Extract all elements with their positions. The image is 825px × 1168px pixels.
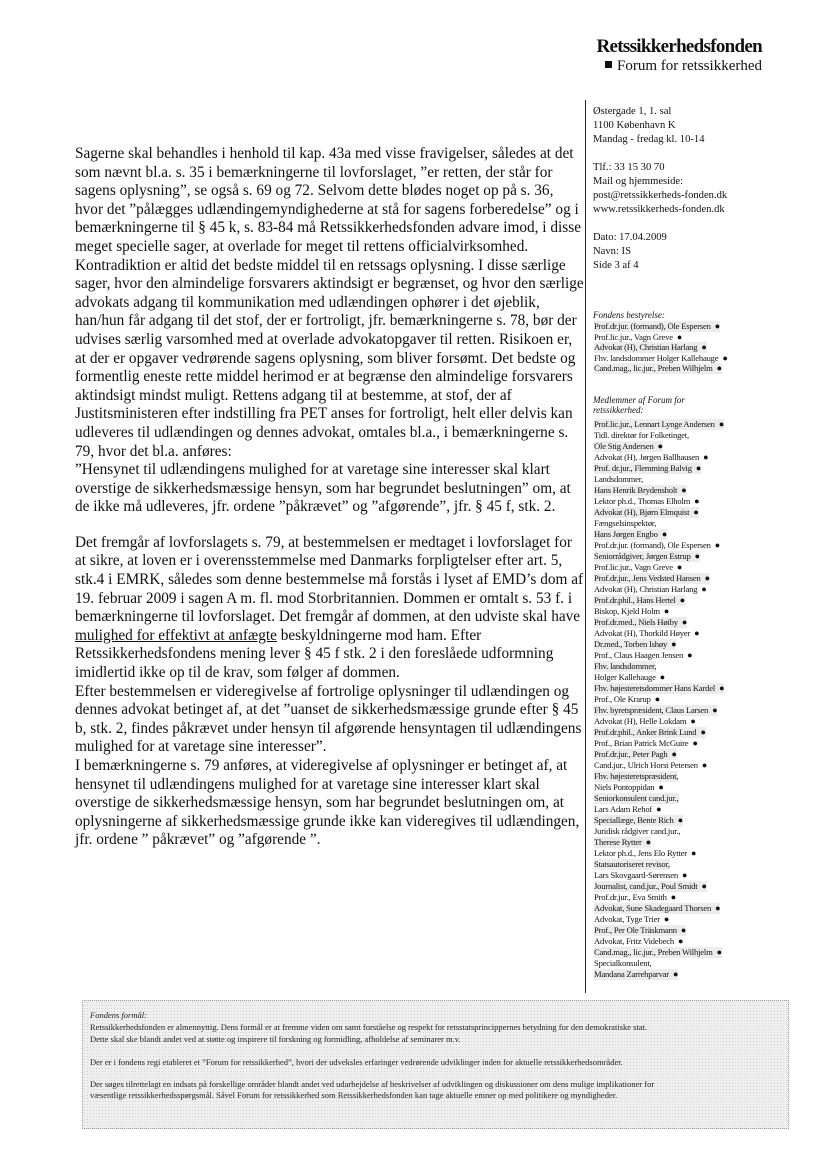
- document-date: Dato: 17.04.2009: [593, 232, 667, 243]
- organization-title: Retssikkerhedsfonden: [596, 36, 762, 57]
- forum-member: [594, 606, 669, 617]
- member-name: Landsdommer,: [594, 474, 644, 484]
- member-name: Seniorkonsulent cand.jur.,: [594, 793, 679, 803]
- bullet-icon: ●: [657, 672, 666, 682]
- member-name: Hans Jørgen Engbo: [594, 529, 658, 539]
- member-name: Prof.lic.jur., Lennart Lynge Andersen: [594, 419, 715, 429]
- bullet-icon: ●: [668, 892, 677, 902]
- member-name: Prof.dr.phil., Hans Hertel: [594, 595, 676, 605]
- member-name: Prof.lic.jur., Vagn Greve: [594, 331, 673, 342]
- forum-member: [594, 628, 699, 639]
- bullet-icon: ●: [670, 969, 679, 979]
- member-name: Prof., Ole Krarup: [594, 694, 651, 704]
- organization-subtitle: [588, 58, 762, 75]
- paragraph-3-start: Det fremgår af lovforslagets s. 79, at bestemmelsen er medtaget i lovforslaget for at sikre, at loven er i overensstemmelse med Danmarks forpligtelser efter art. 5, stk.4 i EMRK, således som denne bestemmelse må forstås i lyset af EMD’s dom af 19. februar 2009 i sagen A m. fl. mod Storbritannien. Dommen er omtalt s. 53 f. i bemærkningerne til lovforslaget. Det fremgår af dommen, at den udviste skal have: [75, 533, 584, 626]
- author-name: Navn: IS: [593, 246, 631, 257]
- member-name: Lars Adam Rehof: [594, 804, 653, 814]
- forum-member: [594, 562, 682, 573]
- forum-member: [594, 903, 720, 914]
- member-name: Advokat (H), Jørgen Ballhausen: [594, 452, 700, 462]
- footer-heading: Fondens formål:: [90, 1010, 147, 1020]
- bullet-icon: ●: [712, 540, 720, 550]
- bullet-icon: ●: [656, 782, 664, 792]
- member-name: Advokat (H), Helle Lokdam: [594, 716, 687, 726]
- bullet-icon: ●: [674, 562, 683, 572]
- mail-label: Mail og hjemmeside:: [593, 176, 684, 187]
- bullet-icon: ●: [643, 837, 651, 847]
- member-name: Advokat, Sune Skadegaard Thorsen: [594, 903, 712, 913]
- bullet-icon: ●: [701, 452, 709, 462]
- forum-member: [594, 793, 679, 804]
- bullet-icon: ●: [717, 683, 725, 693]
- member-name: Specialkonsulent,: [594, 958, 652, 968]
- bullet-icon: ●: [688, 716, 696, 726]
- square-bullet-icon: [605, 61, 612, 68]
- board-member: [594, 321, 720, 332]
- footer-line-3: Der er i fondens regi etableret et ”Forum for retssikkerhed”, hvori der udveksles erfaringer vedrørende udviklinger inden for aktuelle retssikkerhedsområder.: [90, 1057, 623, 1067]
- email-address: post@retssikkerheds-fonden.dk: [593, 190, 728, 201]
- bullet-icon: ●: [720, 352, 728, 363]
- footer-line-4: Der søges tilrettelagt en indsats på forskellige områder blandt andet ved udarbejdelse af beskrivelser af udviklingen og diskussioner om dens mulige implikationer for: [90, 1079, 655, 1089]
- member-name: Prof. dr.jur., Flemming Balvig: [594, 463, 692, 473]
- member-name: Prof.dr.jur., Eva Smith: [594, 892, 667, 902]
- forum-member: [594, 507, 699, 518]
- forum-member: [594, 738, 698, 749]
- forum-member: [594, 485, 687, 496]
- subtitle-text: Forum for retssikkerhed: [617, 58, 762, 74]
- sidebar-divider: [585, 100, 586, 993]
- member-name: Journalist, cand.jur., Poul Smidt: [594, 881, 698, 891]
- bullet-icon: ●: [679, 870, 688, 880]
- forum-member: [594, 529, 667, 540]
- member-name: Biskop, Kjeld Holm: [594, 606, 660, 616]
- forum-heading-2: retssikkerhed:: [593, 405, 644, 415]
- forum-member: [594, 518, 656, 529]
- member-name: Prof.lic.jur., Vagn Greve: [594, 562, 673, 572]
- address-line-2: 1100 København K: [593, 120, 676, 131]
- forum-member: [594, 914, 669, 925]
- member-name: Advokat (H), Bjørn Elmquist: [594, 507, 690, 517]
- forum-member: [594, 826, 680, 837]
- member-name: Prof.dr.med., Niels Høiby: [594, 617, 678, 627]
- member-name: Prof.dr.jur., Peter Pagh: [594, 749, 668, 759]
- forum-member: [594, 573, 710, 584]
- forum-member: [594, 859, 670, 870]
- member-name: Cand.mag., lic.jur., Preben Wilhjelm: [594, 947, 713, 957]
- bullet-icon: ●: [678, 925, 687, 935]
- board-member: [594, 353, 728, 364]
- bullet-icon: ●: [692, 496, 700, 506]
- bullet-icon: ●: [654, 804, 662, 814]
- board-member: [594, 332, 682, 343]
- footer-line-5: væsentlige retssikkerhedsspørgsmål. Såvel Forum for retssikkerhed som Retssikkerhedsfonden kan tage aktuelle emner op med politikere og myndigheder.: [90, 1090, 618, 1100]
- member-name: Prof.dr.jur., Jens Vedsted Hansen: [594, 573, 701, 583]
- member-name: Prof.dr.jur. (formand), Ole Espersen: [594, 540, 711, 550]
- bullet-icon: ●: [669, 749, 677, 759]
- member-name: Dr.med., Torben Ishøy: [594, 639, 668, 649]
- paragraph-3: [75, 534, 585, 683]
- forum-member: [594, 925, 686, 936]
- forum-member: [594, 771, 678, 782]
- member-name: Advokat (H), Christian Harlang: [594, 584, 698, 594]
- forum-member: [594, 760, 707, 771]
- bullet-icon: ●: [679, 617, 688, 627]
- website: www.retssikkerheds-fonden.dk: [593, 204, 725, 215]
- member-name: Speciallæge, Bente Rich: [594, 815, 674, 825]
- forum-member: [594, 474, 643, 485]
- bullet-icon: ●: [655, 441, 663, 451]
- member-name: Statsautoriseret revisor,: [594, 859, 670, 869]
- bullet-icon: ●: [691, 507, 699, 517]
- member-name: Advokat (H), Christian Harlang: [594, 342, 698, 353]
- member-name: Therese Rytter: [594, 837, 642, 847]
- bullet-icon: ●: [661, 606, 670, 616]
- member-name: Fhv. landsdommer,: [594, 661, 657, 671]
- forum-member: [594, 430, 689, 441]
- bullet-icon: ●: [692, 628, 700, 638]
- forum-member: [594, 892, 676, 903]
- bullet-icon: ●: [679, 485, 687, 495]
- member-name: Advokat (H), Thorkild Høyer: [594, 628, 691, 638]
- forum-member: [594, 661, 656, 672]
- forum-member: [594, 969, 678, 980]
- bullet-icon: ●: [710, 705, 718, 715]
- bullet-icon: ●: [713, 903, 721, 913]
- member-name: Lektor ph.d., Thomas Elholm: [594, 496, 691, 506]
- footer-line-2: Dette skal ske blandt andet ved at støtte og inspirere til forskning og formidling, afholdelse af seminarer m.v.: [90, 1034, 461, 1044]
- bullet-icon: ●: [699, 584, 707, 594]
- bullet-icon: ●: [690, 738, 698, 748]
- forum-member: [594, 749, 677, 760]
- member-name: Holger Kallehauge: [594, 672, 656, 682]
- forum-member: [594, 837, 651, 848]
- forum-member: [594, 639, 676, 650]
- forum-member: [594, 540, 720, 551]
- bullet-icon: ●: [661, 914, 670, 924]
- member-name: Cand.jur., Ulrich Horst Petersen: [594, 760, 698, 770]
- member-name: Juridisk rådgiver cand.jur.,: [594, 826, 681, 836]
- forum-member: [594, 617, 687, 628]
- board-member: [594, 342, 707, 353]
- bullet-icon: ●: [652, 694, 661, 704]
- forum-member: [594, 694, 660, 705]
- forum-member: [594, 848, 696, 859]
- bullet-icon: ●: [699, 760, 708, 770]
- forum-member: [594, 595, 685, 606]
- forum-member: [594, 727, 706, 738]
- member-name: Lektor ph.d., Jens Elo Rytter: [594, 848, 687, 858]
- member-name: Ole Stig Andersen: [594, 441, 654, 451]
- forum-member: [594, 782, 664, 793]
- bullet-icon: ●: [675, 815, 683, 825]
- member-name: Fhv. byretspræsident, Claus Larsen: [594, 705, 709, 715]
- member-name: Prof.dr.jur. (formand), Ole Espersen: [594, 321, 711, 331]
- forum-member: [594, 705, 717, 716]
- member-name: Prof., Claus Haagen Jensen: [594, 650, 684, 660]
- forum-member: [594, 683, 724, 694]
- member-name: Advokat, Tyge Trier: [594, 914, 660, 924]
- bullet-icon: ●: [659, 529, 668, 539]
- page-number: Side 3 af 4: [593, 260, 639, 271]
- paragraph-1: Sagerne skal behandles i henhold til kap. 43a med visse fravigelser, således at det som nævnt bl.a. s. 35 i bemærkningerne til lovforslaget, ”er retten, der står for sagens oplysning”, se også s. 69 og 72. Selvom dette blødes noget op på s. 36, hvor det ”pålægges udlændingemyndighederne at stå for sagens forberedelse” og i bemærkningerne til § 45 k, s. 83-84 må Retssikkerhedsfonden advare imod, i disse meget specielle sager, at overlade for meget til rettens officialvirksomhed. Kontradiktion er altid det bedste middel til en retssags oplysning. I disse særlige sager, hvor den almindelige forsvarers aktindsigt er begrænset, og hvor den særlige advokats adgang til kommunikation med udlændingen ophører i det øjeblik, han/hun får adgang til det stof, der er fortroligt, jfr. bemærkningerne s. 78, bør der udvises særlig varsomhed med at overlade advokatopgaver til retten. Risikoen er, at der er opgaver vedrørende sagens oplysning, som bliver forsømt. Det bedste og formentlig eneste rette middel herimod er at begrænse den almindelige forsvarers aktindsigt mindst muligt. Rettens adgang til at bestemme, at stof, der af Justitsministeren efter indstilling fra PET anses for fortroligt, helt eller delvis kan udleveres til udlændingen og dennes advokat, omtales bl.a., i bemærkningerne s. 79, hvor det bl.a. anføres:: [75, 145, 584, 460]
- bullet-icon: ●: [677, 595, 685, 605]
- forum-member: [594, 815, 683, 826]
- forum-member: [594, 958, 651, 969]
- forum-member: [594, 804, 661, 815]
- forum-member: [594, 936, 683, 947]
- bullet-icon: ●: [714, 947, 722, 957]
- bullet-icon: ●: [714, 363, 722, 374]
- member-name: Prof.dr.phil., Anker Brink Lund: [594, 727, 697, 737]
- footer-line-1: Retssikkerhedsfonden er almennyttig. Dens formål er at fremme viden om samt forståelse og respekt for retsstatsprincippernes betydning for den demokratiske stat.: [90, 1022, 648, 1032]
- member-name: Seniorrådgiver, Jørgen Estrup: [594, 551, 691, 561]
- bullet-icon: ●: [674, 331, 683, 342]
- paragraph-3-end: beskyldningerne mod ham. Efter Retssikkerhedsfondens mening lever § 45 f stk. 2 i den foreslåede udformning imidlertid ikke op til de krav, som følger af dommen.: [75, 626, 554, 682]
- paragraph-4: Efter bestemmelsen er videregivelse af fortrolige oplysninger til udlændingen og dennes advokat betinget af, at det ”uanset de sikkerhedsmæssige grunde efter § 45 b, stk. 2, findes påkrævet under hensyn til afgørende hensyntagen til udlændingens mulighed for at varetage sine interesser”.: [75, 682, 582, 756]
- forum-member: [594, 419, 724, 430]
- member-name: Fhv. højesteretspræsident,: [594, 771, 679, 781]
- paragraph-5: I bemærkningerne s. 79 anføres, at videregivelse af oplysninger er betinget af, at hensynet til udlændingens mulighed for at varetage sine interesser klart skal overstige de sikkerhedsmæssige hensyn, som har begrundet beslutningen om, at oplysningerne af sikkerhedsmæssige grunde ikke kan videregives til udlændingen, jfr. ordene ” påkrævet” og ”afgørende ”.: [75, 757, 580, 849]
- forum-member: [594, 881, 707, 892]
- member-name: Hans Henrik Brydensholt: [594, 485, 678, 495]
- letter-body: [75, 145, 585, 850]
- bullet-icon: ●: [716, 419, 725, 429]
- forum-member: [594, 672, 665, 683]
- quote-paragraph: ”Hensynet til udlændingens mulighed for at varetage sine interesser skal klart overstige de sikkerhedsmæssige hensyn, som har begrundet beslutningen” om, at de ikke må udleveres, jfr. ordene ”påkrævet” og ”afgørende”, jfr. § 45 f, stk. 2.: [75, 461, 571, 516]
- board-member: [594, 363, 722, 374]
- member-name: Mandana Zarrehparvar: [594, 969, 669, 979]
- member-name: Fængselsinspektør,: [594, 518, 657, 528]
- forum-member: [594, 441, 663, 452]
- forum-member: [594, 584, 707, 595]
- bullet-icon: ●: [675, 936, 684, 946]
- bullet-icon: ●: [712, 321, 720, 331]
- bullet-icon: ●: [693, 463, 702, 473]
- bullet-icon: ●: [698, 727, 706, 737]
- forum-member: [594, 870, 687, 881]
- forum-member: [594, 463, 701, 474]
- forum-member: [594, 716, 696, 727]
- member-name: Fhv. landsdommer Holger Kallehauge: [594, 352, 719, 363]
- bullet-icon: ●: [692, 551, 700, 561]
- member-name: Cand.mag., lic.jur., Preben Wilhjelm: [594, 363, 713, 374]
- member-name: Prof., Per Ole Träskmann: [594, 925, 677, 935]
- forum-member: [594, 496, 699, 507]
- forum-member: [594, 551, 700, 562]
- forum-member: [594, 947, 722, 958]
- phone-number: Tlf.: 33 15 30 70: [593, 162, 665, 173]
- bullet-icon: ●: [688, 848, 697, 858]
- forum-member: [594, 452, 708, 463]
- member-name: Prof., Brian Patrick McGuire: [594, 738, 689, 748]
- bullet-icon: ●: [699, 342, 707, 353]
- forum-member: [594, 650, 692, 661]
- address-line-1: Østergade 1, 1. sal: [593, 106, 672, 117]
- bullet-icon: ●: [702, 573, 710, 583]
- bullet-icon: ●: [685, 650, 693, 660]
- bullet-icon: ●: [669, 639, 677, 649]
- member-name: Lars Skovgaard-Sørensen: [594, 870, 678, 880]
- member-name: Advokat, Fritz Videbech: [594, 936, 674, 946]
- member-name: Fhv. højesteretsdommer Hans Kardel: [594, 683, 716, 693]
- board-heading: Fondens bestyrelse:: [593, 310, 665, 320]
- member-name: Niels Pontoppidan: [594, 782, 655, 792]
- office-hours: Mandag - fredag kl. 10-14: [593, 134, 705, 145]
- underlined-phrase: mulighed for effektivt at anfægte: [75, 626, 277, 644]
- forum-heading-1: Medlemmer af Forum for: [593, 395, 685, 405]
- member-name: Tidl. direktør for Folketinget,: [594, 430, 689, 440]
- bullet-icon: ●: [699, 881, 707, 891]
